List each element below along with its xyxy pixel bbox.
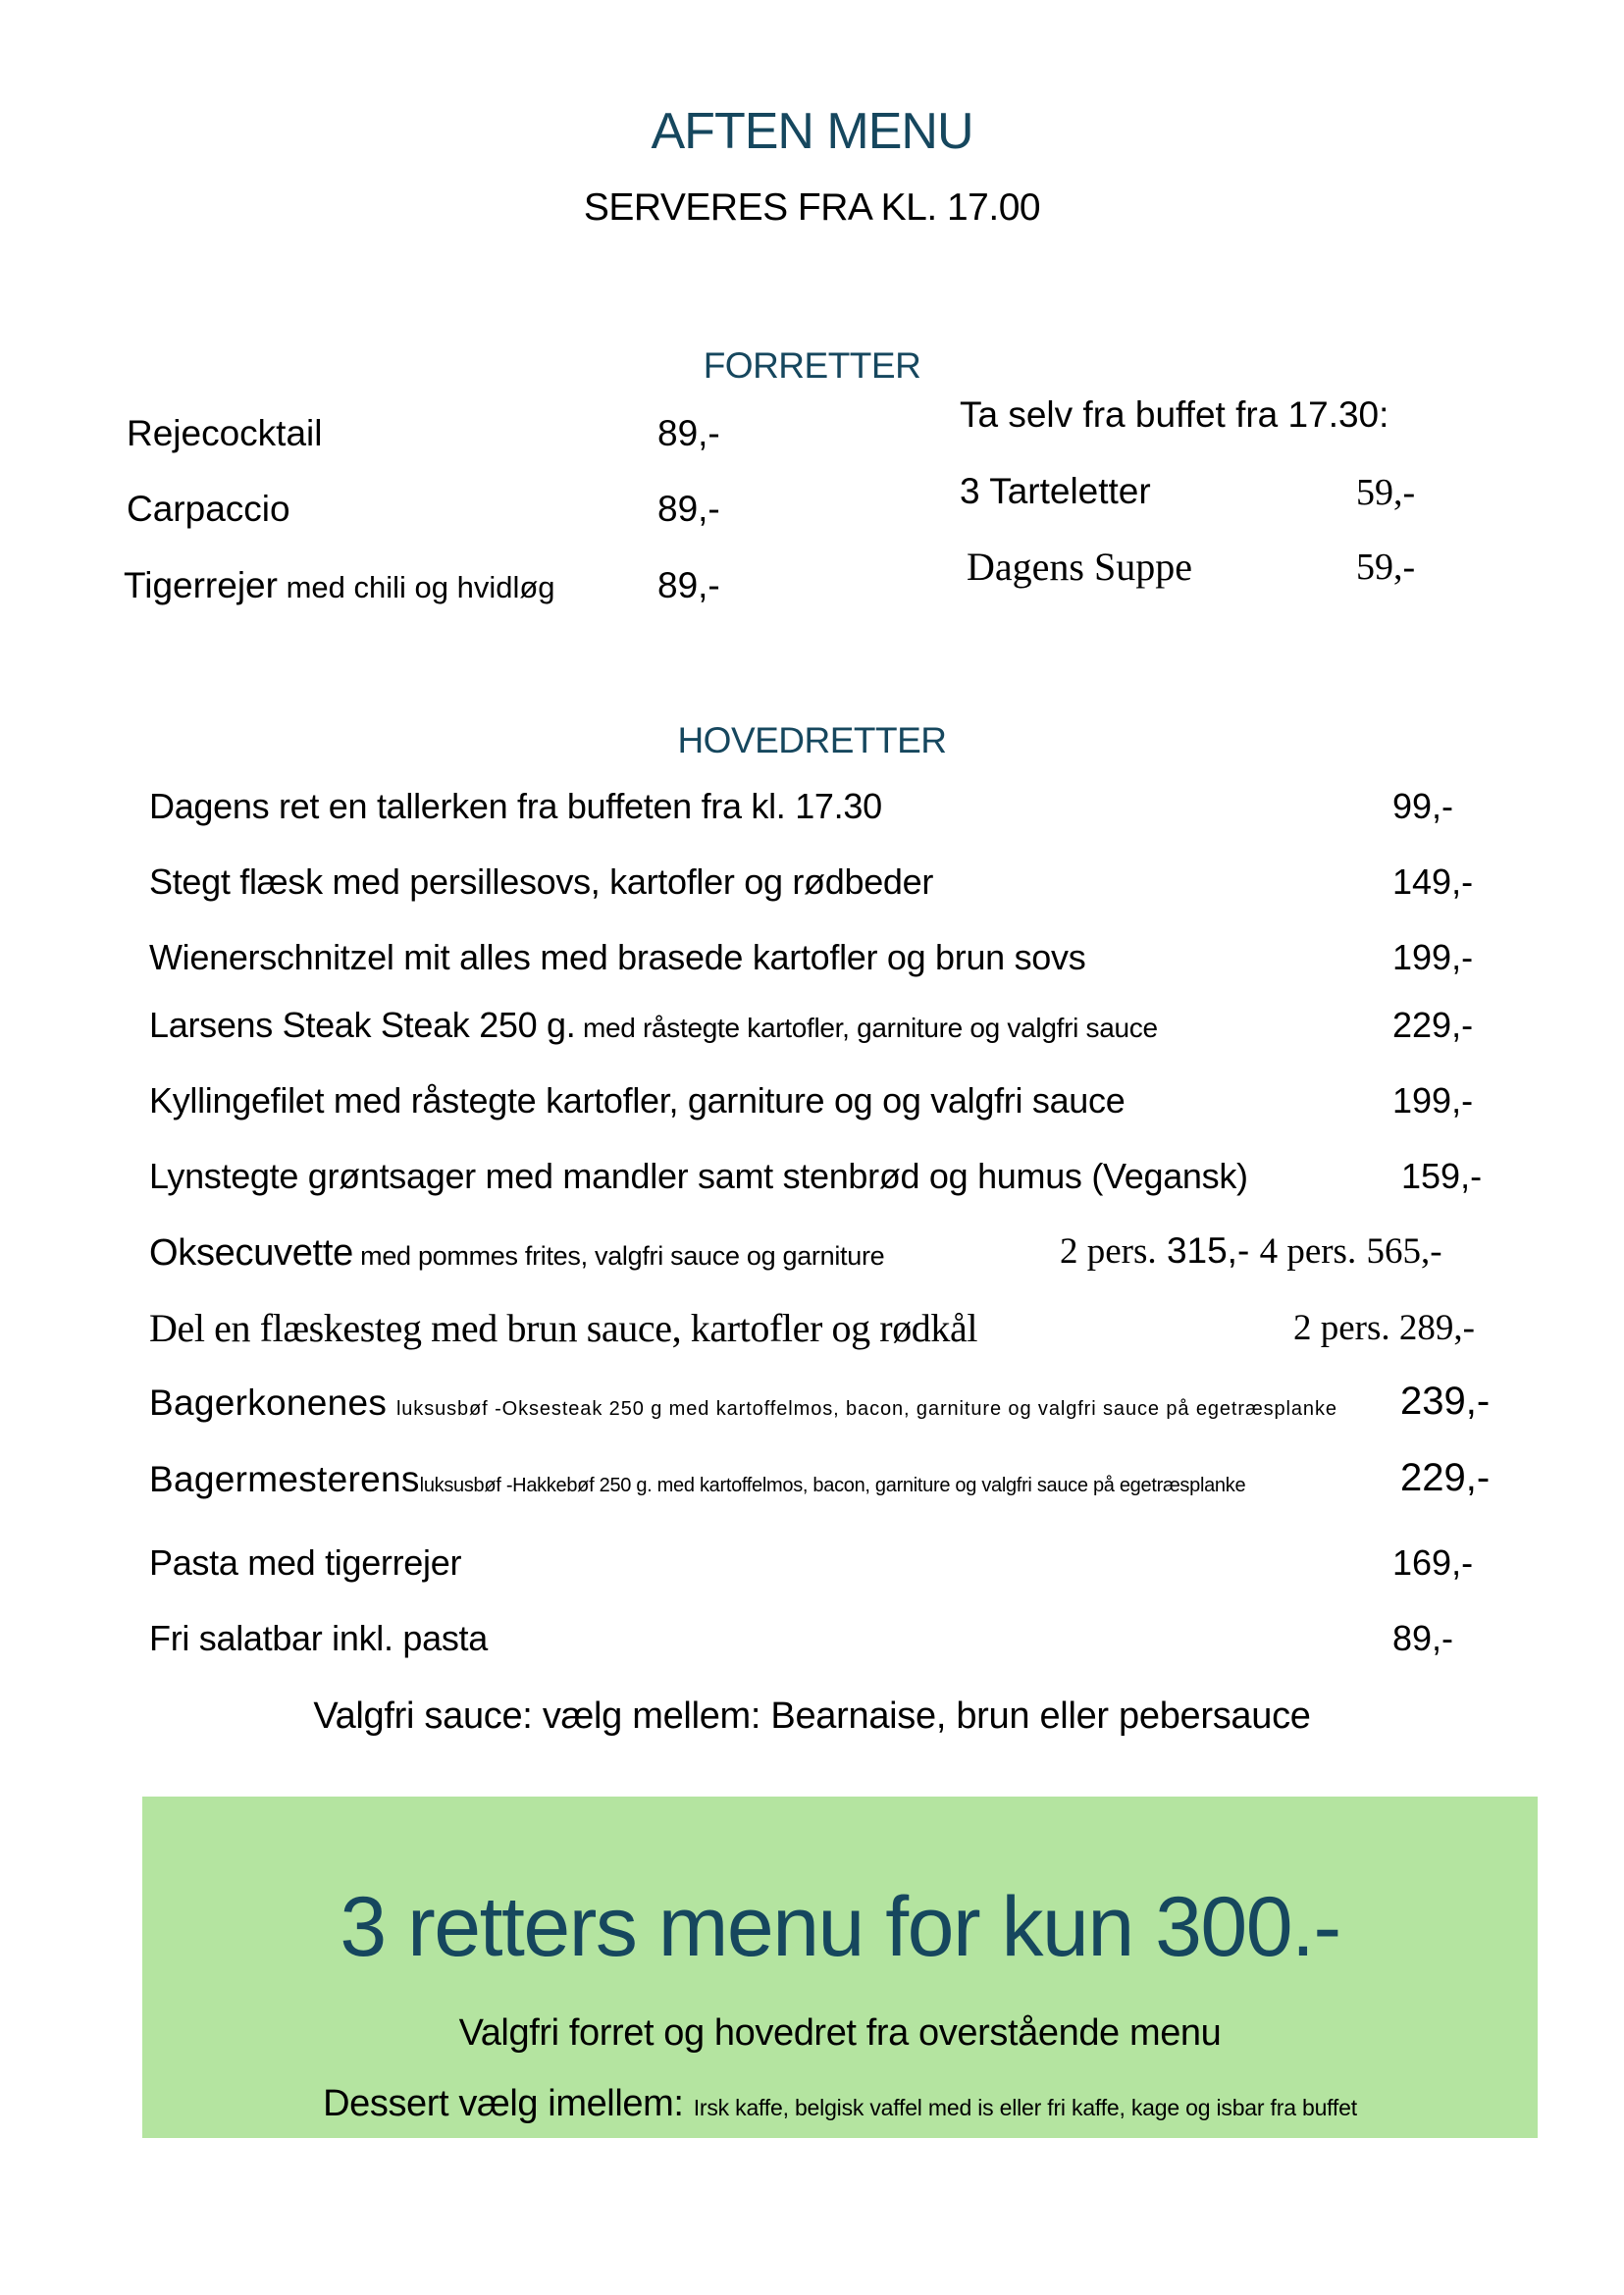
menu-item-detail: med pommes frites, valgfri sauce og garniture — [352, 1241, 885, 1271]
menu-item — [149, 1232, 884, 1275]
menu-item-name: Carpaccio — [127, 489, 290, 529]
menu-item-name: Wienerschnitzel mit alles med brasede kartofler og brun sovs — [149, 937, 1086, 977]
menu-item-name: Bagermesterens — [149, 1459, 420, 1499]
menu-item-prices — [1060, 1230, 1442, 1273]
menu-item-name: Kyllingefilet med råstegte kartofler, garniture og og valgfri sauce — [149, 1080, 1126, 1121]
menu-item — [124, 565, 555, 606]
menu-item-price: 89,- — [657, 489, 720, 529]
promo-title: 3 retters menu for kun 300.- — [340, 1880, 1340, 1974]
serving-time: SERVERES FRA KL. 17.00 — [583, 186, 1041, 229]
price-label-4-pers: 4 pers. — [1259, 1231, 1357, 1272]
promo-dessert — [142, 2083, 1538, 2125]
menu-item-detail: med chili og hvidløg — [277, 570, 555, 604]
menu-item-price: 149,- — [1392, 861, 1474, 902]
menu-item-price: 199,- — [1392, 937, 1474, 977]
menu-item — [149, 1459, 1245, 1500]
menu-item-name: Rejecocktail — [127, 413, 323, 453]
menu-item-name: Stegt flæsk med persillesovs, kartofler og rødbeder — [149, 861, 934, 902]
menu-item-name: Oksecuvette — [149, 1232, 353, 1274]
sauce-note: Valgfri sauce: vælg mellem: Bearnaise, brun eller pebersauce — [313, 1695, 1311, 1737]
menu-item-price: 89,- — [1392, 1618, 1454, 1658]
buffet-item-name: 3 Tarteletter — [960, 471, 1151, 511]
menu-item-price: 229,- — [1400, 1456, 1491, 1499]
menu-item-name: Lynstegte grøntsager med mandler samt stenbrød og humus (Vegansk) — [149, 1156, 1248, 1196]
page-title: AFTEN MENU — [651, 103, 973, 160]
menu-item-price: 229,- — [1392, 1005, 1474, 1045]
dessert-label: Dessert vælg imellem: — [323, 2083, 694, 2124]
menu-item-name: Del en flæskesteg med brun sauce, kartofler og rødkål — [149, 1306, 978, 1350]
menu-item — [149, 1005, 1158, 1046]
menu-item-price: 199,- — [1392, 1080, 1474, 1121]
buffet-item-name: Dagens Suppe — [967, 545, 1192, 589]
menu-item-name: Tigerrejer — [124, 565, 278, 605]
dessert-options: Irsk kaffe, belgisk vaffel med is eller fri kaffe, kage og isbar fra buffet — [693, 2095, 1357, 2120]
menu-item-detail: luksusbøf -Oksesteak 250 g med kartoffelmos, bacon, garniture og valgfri sauce på egetræsplanke — [395, 1398, 1337, 1420]
price-2-pers: 315,- — [1166, 1230, 1250, 1271]
menu-item-detail: luksusbøf -Hakkebøf 250 g. med kartoffelmos, bacon, garniture og valgfri sauce på egetræsplanke — [419, 1475, 1246, 1496]
menu-item-name: Dagens ret en tallerken fra buffeten fra kl. 17.30 — [149, 786, 882, 826]
menu-item-price: 89,- — [657, 565, 720, 605]
menu-item-name: Larsens Steak Steak 250 g. — [149, 1005, 576, 1045]
promo-subtitle: Valgfri forret og hovedret fra overstående menu — [458, 2012, 1222, 2054]
menu-item-price: 99,- — [1392, 786, 1454, 826]
buffet-item-price: 59,- — [1356, 472, 1416, 513]
promo-box — [142, 1797, 1538, 2138]
menu-item-price: 239,- — [1400, 1380, 1491, 1423]
section-heading-forretter: FORRETTER — [703, 345, 921, 386]
menu-item — [149, 1382, 1337, 1424]
price-4-pers: 565,- — [1366, 1231, 1442, 1272]
menu-item-name: Bagerkonenes — [149, 1382, 388, 1423]
buffet-item-price: 59,- — [1356, 547, 1416, 588]
menu-item-price: 159,- — [1401, 1156, 1483, 1196]
buffet-heading: Ta selv fra buffet fra 17.30: — [960, 394, 1389, 435]
price-label-2-pers: 2 pers. — [1060, 1231, 1157, 1272]
menu-item-price: 2 pers. 289,- — [1293, 1308, 1475, 1348]
menu-item-price: 89,- — [657, 413, 720, 453]
menu-item-name: Pasta med tigerrejer — [149, 1542, 462, 1583]
section-heading-hovedretter: HOVEDRETTER — [677, 720, 947, 760]
menu-item-detail: med råstegte kartofler, garniture og valgfri sauce — [575, 1013, 1158, 1043]
menu-item-price: 169,- — [1392, 1542, 1474, 1583]
menu-item-name: Fri salatbar inkl. pasta — [149, 1618, 488, 1658]
